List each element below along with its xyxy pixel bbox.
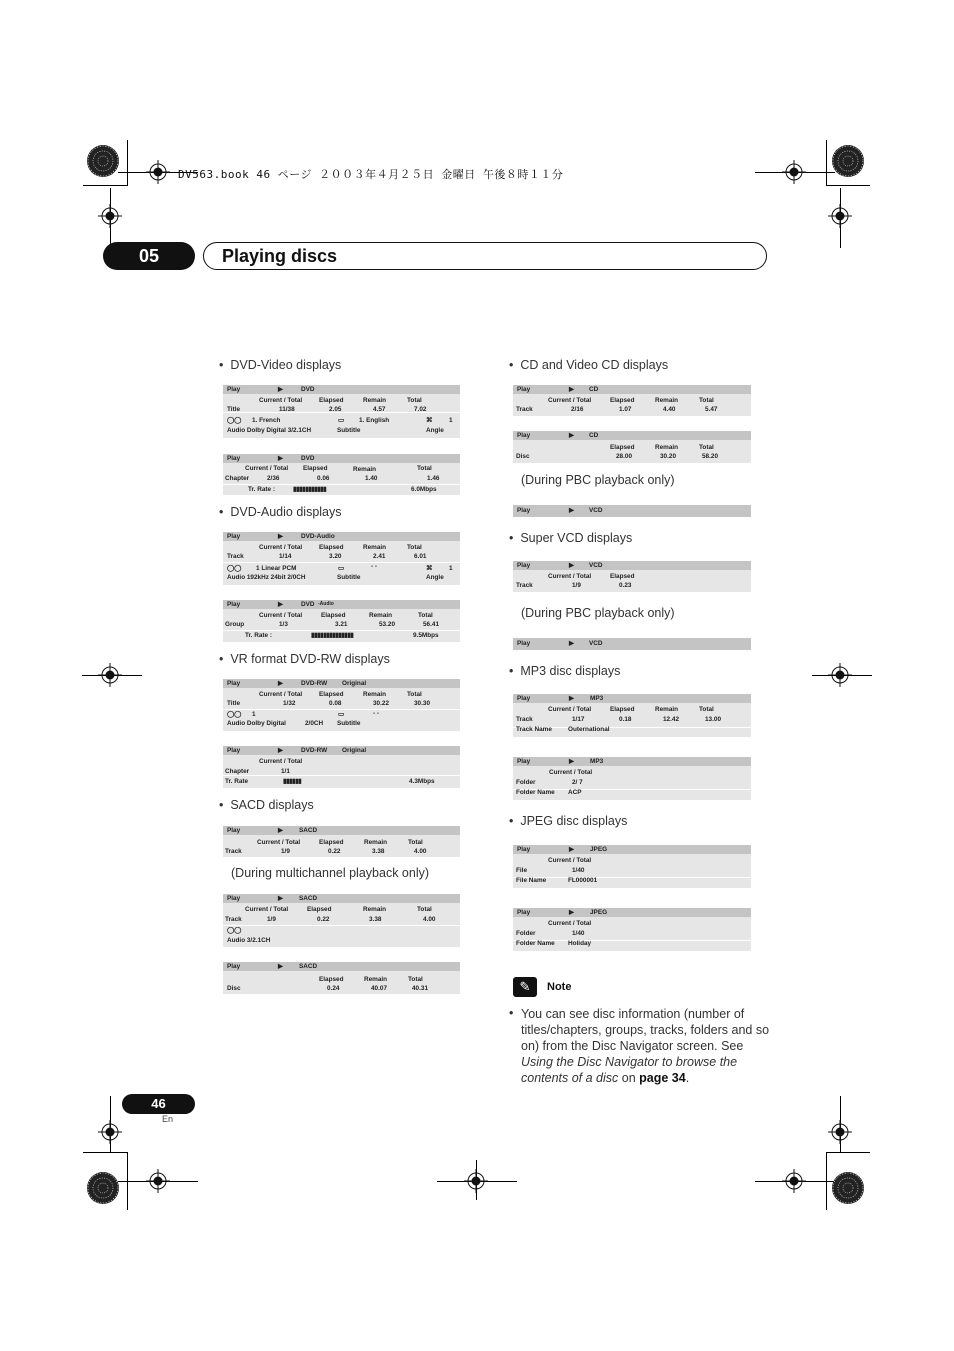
note-label: Note (547, 981, 572, 993)
heading-jpeg: • JPEG disc displays (509, 814, 628, 828)
page-number: 46 (122, 1094, 195, 1114)
heading-mp3: • MP3 disc displays (509, 664, 621, 678)
display-dvd-audio-2: Play ▶ DVD -Audio Current / Total Elapsed Remain Total Group 1/3 3.21 53.20 56.41 Tr. Rate : ▮▮▮▮▮▮▮▮▮▮▮▮▮▮ 9.5Mbps (223, 600, 460, 642)
display-svcd-pbc: Play ▶ VCD (513, 638, 751, 650)
display-vr-2: Play ▶ DVD-RW Original Current / Total Chapter 1/1 Tr. Rate ▮▮▮▮▮▮ 4.3Mbps (223, 746, 460, 788)
display-sacd-3: Play ▶ SACD Elapsed Remain Total Disc 0.24 40.07 40.31 (223, 962, 460, 994)
subnote-pbc-2: (During PBC playback only) (521, 606, 675, 620)
display-mp3-2: Play ▶ MP3 Current / Total Folder 2/ 7 Folder Name ACP (513, 757, 751, 800)
note-text: You can see disc information (number of titles/chapters, groups, tracks, folders and so on) from the Disc Navigator screen. See Using the Disc Navigator to browse the contents of a disc on page 34. (521, 1007, 770, 1085)
heading-dvd-video: • DVD-Video displays (219, 358, 342, 372)
angle-icon: ⌘ (426, 417, 433, 424)
subnote-sacd-multichannel: (During multichannel playback only) (231, 866, 430, 880)
audio-icon: ◯◯ (227, 417, 242, 424)
subtitle-icon: ▭ (338, 565, 345, 572)
subtitle-icon: ▭ (338, 711, 345, 718)
chapter-title: Playing discs (203, 242, 767, 270)
display-sacd-2: Play ▶ SACD Current / Total Elapsed Remain Total Track 1/9 0.22 3.38 4.00 ◯◯ Audio 3/2.1CH (223, 894, 460, 947)
subnote-pbc-1: (During PBC playback only) (521, 473, 675, 487)
display-dvd-video-1: Play ▶ DVD Current / Total Elapsed Remain Total Title 11/38 2.05 4.57 7.02 ◯◯ 1. French ▭ 1. English ⌘ 1 Audio Dolby Digital 3/2.1CH Subtitle Angle (223, 385, 460, 438)
chapter-header (103, 242, 767, 270)
page-language: En (162, 1114, 174, 1124)
display-dvd-video-2: Play ▶ DVD Current / Total Elapsed Remain Total Chapter 2/36 0.06 1.40 1.46 Tr. Rate : ▮▮▮▮▮▮▮▮▮▮▮ 6.0Mbps (223, 454, 460, 495)
chapter-number: 05 (103, 242, 195, 270)
heading-super-vcd: • Super VCD displays (509, 531, 633, 545)
display-svcd-1: Play ▶ VCD Current / Total Elapsed Track 1/9 0.23 (513, 561, 751, 592)
audio-icon: ◯◯ (227, 711, 242, 718)
display-jpeg-1: Play ▶ JPEG Current / Total File 1/40 File Name FL000001 (513, 845, 751, 888)
display-vcd-pbc: Play ▶ VCD (513, 505, 751, 517)
display-cd-2: Play ▶ CD Elapsed Remain Total Disc 28.00 30.20 58.20 (513, 431, 751, 463)
heading-sacd: • SACD displays (219, 798, 314, 812)
note-bullet: • (509, 1006, 514, 1020)
display-sacd-1: Play ▶ SACD Current / Total Elapsed Remain Total Track 1/9 0.22 3.38 4.00 (223, 826, 460, 857)
heading-dvd-audio: • DVD-Audio displays (219, 505, 342, 519)
print-header: DV563.book 46 ページ ２００３年４月２５日 金曜日 午後８時１１分 (178, 168, 564, 181)
subtitle-icon: ▭ (338, 417, 345, 424)
heading-vr-format: • VR format DVD-RW displays (219, 652, 390, 666)
display-cd-1: Play ▶ CD Current / Total Elapsed Remain Total Track 2/16 1.07 4.40 5.47 (513, 385, 751, 416)
heading-cd-vcd: • CD and Video CD displays (509, 358, 669, 372)
display-vr-1: Play ▶ DVD-RW Original Current / Total Elapsed Remain Total Title 1/32 0.08 30.22 30.30 ◯◯ 1 ▭ - - Audio Dolby Digital 2/0CH Subtitle (223, 679, 460, 731)
audio-icon: ◯◯ (227, 927, 242, 934)
audio-icon: ◯◯ (227, 565, 242, 572)
display-mp3-1: Play ▶ MP3 Current / Total Elapsed Remain Total Track 1/17 0.18 12.42 13.00 Track Name Outernational (513, 694, 751, 737)
display-jpeg-2: Play ▶ JPEG Current / Total Folder 1/40 Folder Name Holiday (513, 908, 751, 951)
display-dvd-audio-1: Play ▶ DVD-Audio Current / Total Elapsed Remain Total Track 1/14 3.20 2.41 6.01 ◯◯ 1 Linear PCM ▭ - - ⌘ 1 Audio 192kHz 24bit 2/0CH Subtitle Angle (223, 532, 460, 585)
note-pencil-icon: ✎ (513, 977, 537, 997)
angle-icon: ⌘ (426, 565, 433, 572)
